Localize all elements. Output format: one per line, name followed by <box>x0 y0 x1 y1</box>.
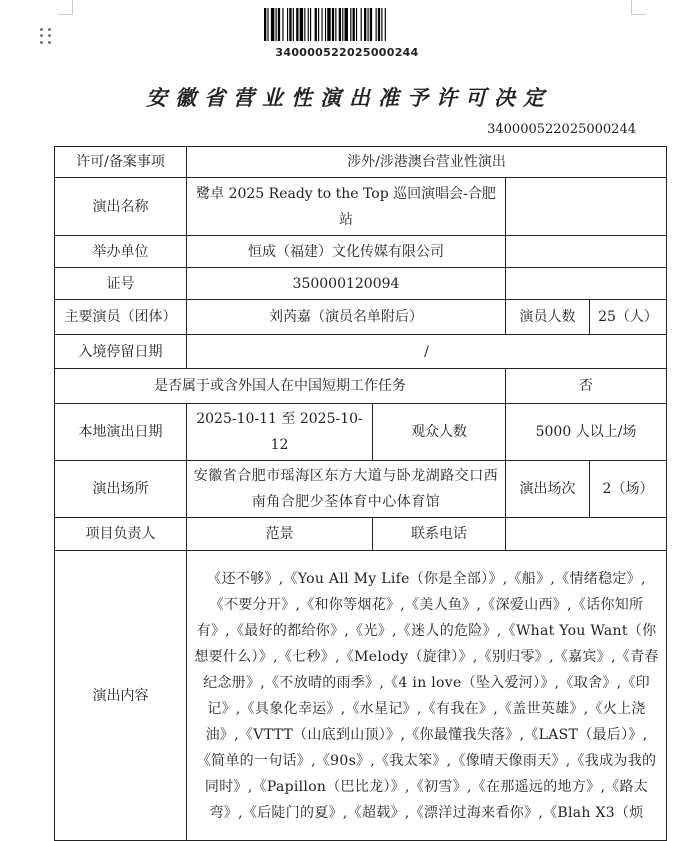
empty-cell <box>506 268 667 300</box>
main-performer-label: 主要演员（团体） <box>55 300 187 335</box>
venue-value: 安徽省合肥市瑶海区东方大道与卧龙湖路交口西南角合肥少荃体育中心体育馆 <box>187 461 506 518</box>
local-date-label: 本地演出日期 <box>55 404 187 461</box>
barcode <box>262 8 432 59</box>
barcode-number: 340000522025000244 <box>275 46 419 59</box>
audience-value: 5000 人以上/场 <box>506 404 667 461</box>
show-name-label: 演出名称 <box>55 178 187 236</box>
barcode-image <box>264 8 430 41</box>
sessions-label: 演出场次 <box>506 461 590 518</box>
venue-label: 演出场所 <box>55 461 187 518</box>
organizer-label: 举办单位 <box>55 236 187 268</box>
empty-cell <box>506 236 667 268</box>
document-title: 安徽省营业性演出准予许可决定 <box>146 85 552 110</box>
organizer-value: 恒成（福建）文化传媒有限公司 <box>187 236 506 268</box>
phone-label: 联系电话 <box>373 518 506 551</box>
project-lead-value: 范景 <box>187 518 373 551</box>
page-corner-mark <box>58 0 73 15</box>
performer-count-value: 25（人） <box>590 300 667 335</box>
document-number: 340000522025000244 <box>487 122 636 137</box>
empty-cell <box>506 178 667 236</box>
certificate-value: 350000120094 <box>187 268 506 300</box>
sessions-value: 2（场） <box>590 461 667 518</box>
audience-label: 观众人数 <box>373 404 506 461</box>
entry-stay-label: 入境停留日期 <box>55 335 187 369</box>
project-lead-label: 项目负责人 <box>55 518 187 551</box>
main-performer-value: 刘芮嘉（演员名单附后） <box>187 300 506 335</box>
entry-stay-value: / <box>187 335 667 369</box>
certificate-label: 证号 <box>55 268 187 300</box>
drag-handle-icon[interactable] <box>40 28 52 44</box>
foreign-work-value: 否 <box>506 369 667 404</box>
local-date-value: 2025-10-11 至 2025-10-12 <box>187 404 373 461</box>
license-type-value: 涉外/涉港澳台营业性演出 <box>187 147 667 178</box>
content-value: 《还不够》,《You All My Life（你是全部）》,《船》,《情绪稳定》,《不要分开》,《和你等烟花》,《美人鱼》,《深爱山西》,《话你知所有》,《最好的都给你》,《光》,《迷人的危险》,《What You Want（你想要什么）》,《七秒》,《Melody（旋律）》,《别归零》,《嘉宾》,《青春纪念册》,《不放晴的雨季》,《4 in love（坠入爱河）》,《取舍》,《印记》,《具象化幸运》,《水星记》,《有我在》,《盖世英雄》,《火上浇油》,《VTTT（山底到山顶）》,《你最懂我失落》,《LAST（最后）》,《简单的一句话》,《90s》,《我太笨》,《像晴天像雨天》,《我成为我的同时》,《Papillon（巴比龙）》,《初雪》,《在那遥远的地方》,《路太弯》,《后陡门的夏》,《超载》,《漂洋过海来看你》,《Blah X3（烦 <box>187 551 667 841</box>
content-label: 演出内容 <box>55 551 187 841</box>
phone-value <box>506 518 667 551</box>
license-form-table <box>54 146 667 841</box>
page-corner-mark <box>631 0 646 15</box>
performer-count-label: 演员人数 <box>506 300 590 335</box>
license-type-label: 许可/备案事项 <box>55 147 187 178</box>
show-name-value: 鹭卓 2025 Ready to the Top 巡回演唱会-合肥站 <box>187 178 506 236</box>
foreign-work-label: 是否属于或含外国人在中国短期工作任务 <box>55 369 506 404</box>
